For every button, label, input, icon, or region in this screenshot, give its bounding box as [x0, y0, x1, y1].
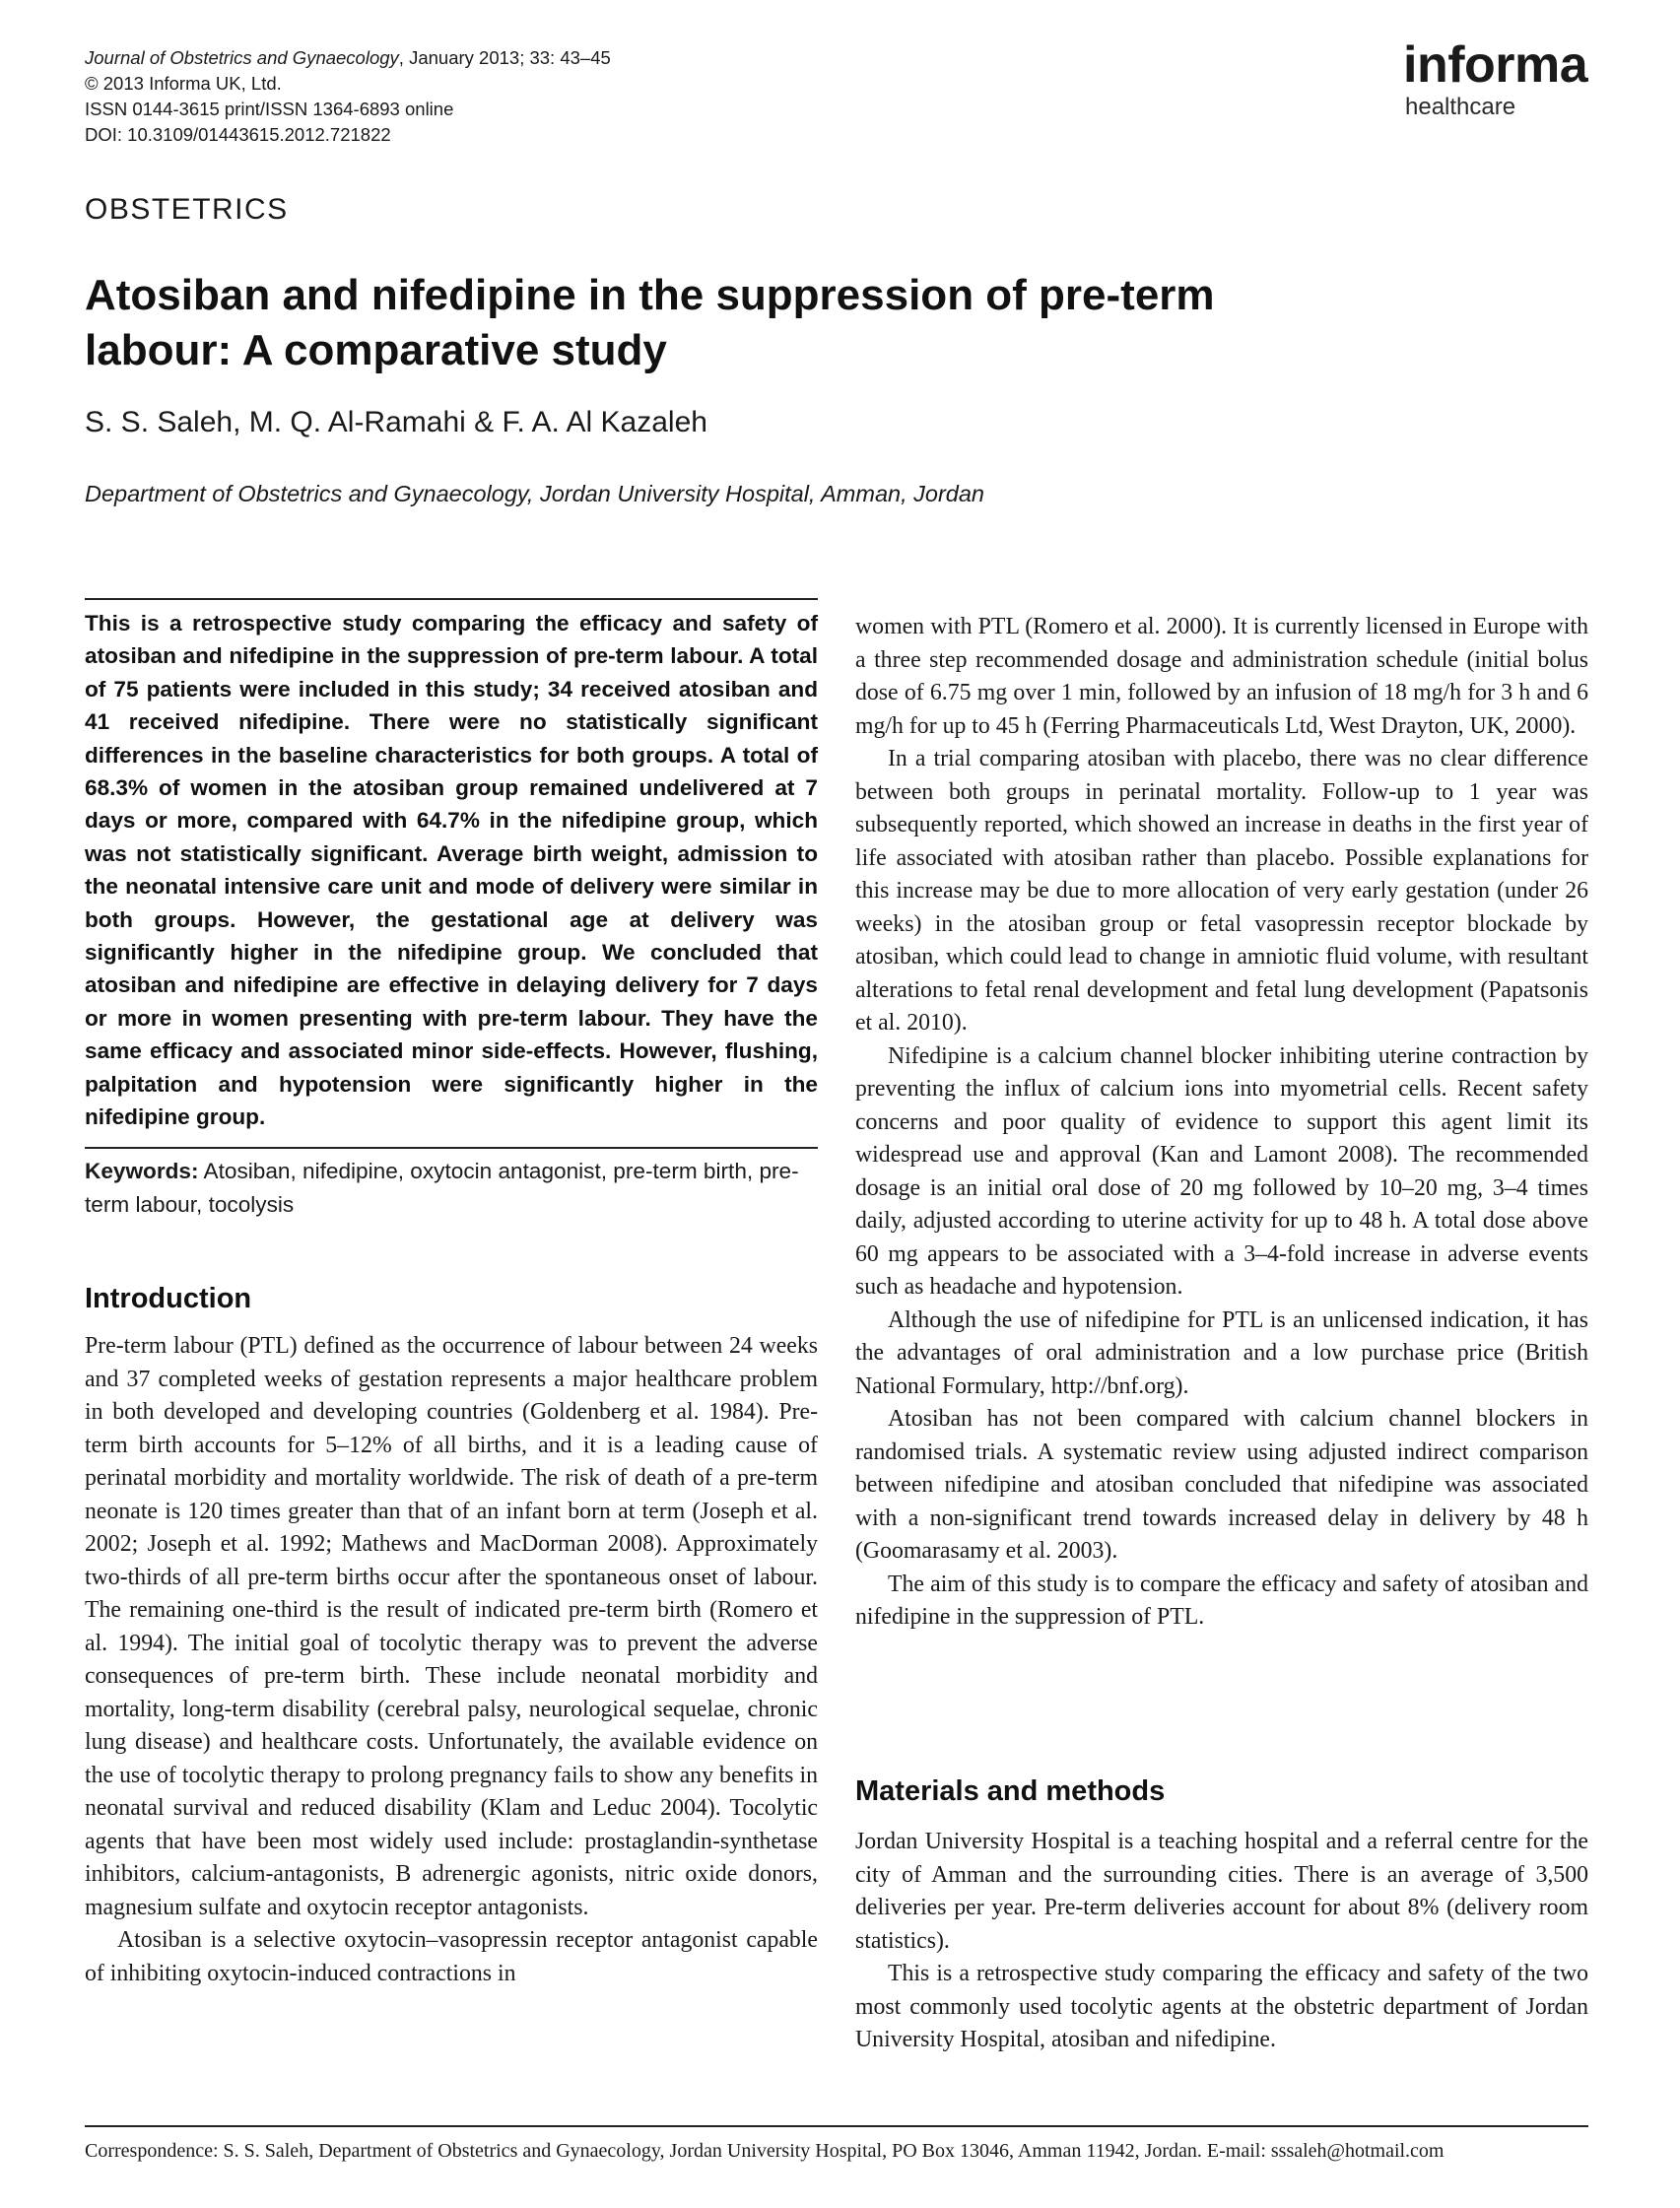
journal-name: Journal of Obstetrics and Gynaecology	[85, 47, 399, 68]
copyright-line: © 2013 Informa UK, Ltd.	[85, 73, 282, 94]
methods-heading: Materials and methods	[855, 1775, 1166, 1807]
author-affiliation: Department of Obstetrics and Gynaecology, Jordan University Hospital, Amman, Jordan	[85, 481, 984, 506]
introduction-paragraph: The aim of this study is to compare the efficacy and safety of atosiban and nifedipine in the suppression of PTL.	[855, 1571, 1588, 1630]
keywords-label: Keywords:	[85, 1159, 199, 1183]
introduction-paragraph: In a trial comparing atosiban with placebo, there was no clear difference between both groups in perinatal mortality. Follow-up to 1 year was subsequently reported, which showed an increase in deaths in the first year of life associated with atosiban rather than placebo. Possible explanations for this increase may be due to more allocation of very early gestation (under 26 weeks) in the atosiban group or fetal vasopressin receptor blockade by atosiban, which could lead to change in amniotic fluid volume, with resultant alterations to fetal renal development and fetal lung development (Papatsonis et al. 2010).	[855, 746, 1588, 1036]
introduction-right-column	[855, 611, 1588, 1635]
doi-line: DOI: 10.3109/01443615.2012.721822	[85, 124, 391, 145]
introduction-paragraph: Atosiban is a selective oxytocin–vasopressin receptor antagonist capable of inhibiting oxytocin-induced contractions in	[85, 1927, 818, 1986]
correspondence-note: Correspondence: S. S. Saleh, Department of Obstetrics and Gynaecology, Jordan University Hospital, PO Box 13046, Amman 11942, Jordan. E-mail: sssaleh@hotmail.com	[85, 2140, 1445, 2162]
introduction-left-column	[85, 1330, 818, 1990]
publisher-logo	[1403, 37, 1587, 120]
issn-line: ISSN 0144-3615 print/ISSN 1364-6893 online	[85, 99, 454, 119]
footer-rule	[85, 2125, 1588, 2127]
introduction-paragraph: Nifedipine is a calcium channel blocker inhibiting uterine contraction by preventing the influx of calcium ions into myometrial cells. Recent safety concerns and poor quality of evidence to support this agent limit its widespread use and approval (Kan and Lamont 2008). The recommended dosage is an initial oral dose of 20 mg followed by 10–20 mg, 3–4 times daily, adjusted according to uterine activity for up to 48 h. A total dose above 60 mg appears to be associated with a 3–4-fold increase in adverse events such as headache and hypotension.	[855, 1042, 1588, 1300]
logo-subtitle: healthcare	[1405, 94, 1516, 120]
introduction-paragraph: Pre-term labour (PTL) defined as the occurrence of labour between 24 weeks and 37 completed weeks of gestation represents a major healthcare problem in both developed and developing countries (Goldenberg et al. 1984). Pre-term birth accounts for 5–12% of all births, and it is a leading cause of perinatal morbidity and mortality worldwide. The risk of death of a pre-term neonate is 120 times greater than that of an infant born at term (Joseph et al. 2002; Joseph et al. 1992; Mathews and MacDorman 2008). Approximately two-thirds of all pre-term births occur after the spontaneous onset of labour. The remaining one-third is the result of indicated pre-term birth (Romero et al. 1994). The initial goal of tocolytic therapy was to prevent the adverse consequences of pre-term birth. These include neonatal morbidity and mortality, long-term disability (cerebral palsy, neurological sequelae, chronic lung disease) and healthcare costs. Unfortunately, the available evidence on the use of tocolytic therapy to prolong pregnancy fails to show any benefits in neonatal survival and reduced disability (Klam and Leduc 2004). Tocolytic agents that have been most widely used include: prostaglandin-synthetase inhibitors, calcium-antagonists, B adrenergic agonists, nitric oxide donors, magnesium sulfate and oxytocin receptor antagonists.	[85, 1333, 818, 1920]
abstract-top-rule	[85, 598, 818, 600]
keywords	[85, 1155, 818, 1221]
journal-citation-line	[85, 45, 611, 71]
methods-paragraph: This is a retrospective study comparing the efficacy and safety of the two most commonly used tocolytic agents at the obstetric department of Jordan University Hospital, atosiban and nifedipine.	[855, 1961, 1588, 2052]
keywords-list: Atosiban, nifedipine, oxytocin antagonist, pre-term birth, pre-term labour, tocolysis	[85, 1159, 799, 1217]
article-authors: S. S. Saleh, M. Q. Al-Ramahi & F. A. Al Kazaleh	[85, 406, 707, 438]
abstract-bottom-rule	[85, 1147, 818, 1149]
logo-wordmark: informa	[1403, 36, 1588, 94]
introduction-paragraph: women with PTL (Romero et al. 2000). It is currently licensed in Europe with a three step recommended dosage and administration schedule (initial bolus dose of 6.75 mg over 1 min, followed by an infusion of 18 mg/h for 3 h and 6 mg/h for up to 45 h (Ferring Pharmaceuticals Ltd, West Drayton, UK, 2000).	[855, 614, 1588, 739]
introduction-heading: Introduction	[85, 1283, 252, 1314]
journal-citation	[85, 45, 611, 148]
section-label: OBSTETRICS	[85, 193, 289, 226]
introduction-paragraph: Although the use of nifedipine for PTL is an unlicensed indication, it has the advantages of oral administration and a low purchase price (British National Formulary, http://bnf.org).	[855, 1306, 1588, 1399]
abstract-text: This is a retrospective study comparing the efficacy and safety of atosiban and nifedipine in the suppression of pre-term labour. A total of 75 patients were included in this study; 34 received atosiban and 41 received nifedipine. There were no statistically significant differences in the baseline characteristics for both groups. A total of 68.3% of women in the atosiban group remained undelivered at 7 days or more, compared with 64.7% in the nifedipine group, which was not statistically significant. Average birth weight, admission to the neonatal intensive care unit and mode of delivery were similar in both groups. However, the gestational age at delivery was significantly higher in the nifedipine group. We concluded that atosiban and nifedipine are effective in delaying delivery for 7 days or more in women presenting with pre-term labour. They have the same efficacy and associated minor side-effects. However, flushing, palpitation and hypotension were significantly higher in the nifedipine group.	[85, 611, 818, 1130]
introduction-paragraph: Atosiban has not been compared with calcium channel blockers in randomised trials. A systematic review using adjusted indirect comparison between nifedipine and atosiban concluded that nifedipine was associated with a non-significant trend towards increased delay in delivery by 48 h (Goomarasamy et al. 2003).	[855, 1406, 1588, 1564]
article-title: Atosiban and nifedipine in the suppression of pre-term labour: A comparative study	[85, 271, 1215, 374]
journal-issue: , January 2013; 33: 43–45	[398, 47, 611, 68]
methods-column	[855, 1826, 1588, 2057]
methods-paragraph: Jordan University Hospital is a teaching hospital and a referral centre for the city of Amman and the surrounding cities. There is an average of 3,500 deliveries per year. Pre-term deliveries account for about 8% (delivery room statistics).	[855, 1829, 1588, 1954]
